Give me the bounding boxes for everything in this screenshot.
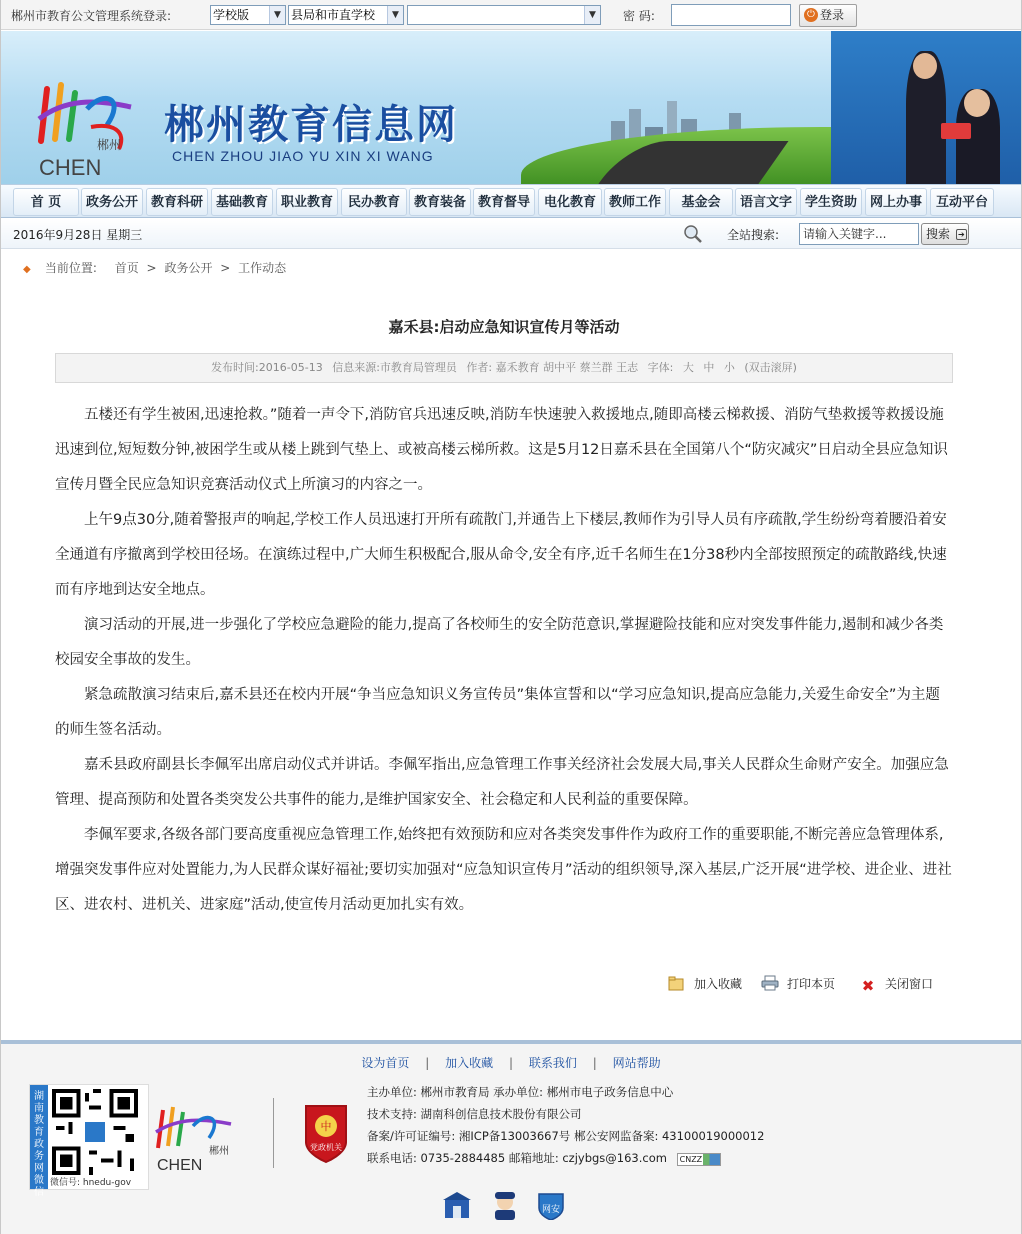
print-link[interactable]: [761, 975, 835, 992]
footer-logo: [153, 1102, 243, 1172]
nav-item-home[interactable]: 首 页: [13, 188, 79, 216]
folder-icon: [668, 975, 686, 991]
article-paragraph: 紧急疏散演习结束后,嘉禾县还在校内开展“争当应急知识义务宣传员”集体宣誓和以“学习应急知识,提高应急能力,关爱生命安全”为主题的师生签名活动。: [55, 687, 940, 738]
footer-sponsor-info: 主办单位: 郴州市教育局 承办单位: 郴州市电子政务信息中心: [367, 1085, 674, 1099]
police-officer-icon[interactable]: [489, 1190, 521, 1220]
organization-select[interactable]: [288, 5, 404, 25]
footer-tech-support: 技术支持: 湖南科创信息技术股份有限公司: [367, 1107, 582, 1121]
font-size-large-link[interactable]: 大: [682, 361, 694, 374]
article-meta: [55, 353, 953, 383]
chevron-down-icon: ▼: [269, 6, 285, 24]
footer-link-help[interactable]: 网站帮助: [612, 1056, 661, 1070]
site-subtitle: CHEN ZHOU JIAO YU XIN XI WANG: [172, 148, 434, 164]
publish-date: 发布时间:2016-05-13: [211, 361, 323, 374]
footer-link-contact[interactable]: 联系我们: [528, 1056, 577, 1070]
nav-item-language[interactable]: 语言文字: [735, 188, 797, 216]
school-select[interactable]: [407, 5, 601, 25]
qr-code-image: [52, 1089, 138, 1175]
badge-emblem-icon: 中: [320, 1120, 332, 1133]
footer-divider: [273, 1098, 274, 1168]
login-bar: [1, 0, 1021, 30]
qr-caption: 微信号: hnedu-gov: [50, 1178, 132, 1188]
edition-select-value: 学校版: [213, 8, 250, 22]
footer-separator: |: [508, 1056, 514, 1070]
search-label: 全站搜索:: [727, 228, 780, 242]
cnzz-badge[interactable]: CNZZ: [677, 1153, 722, 1166]
person-face-image: [913, 53, 937, 79]
font-size-label: 字体:: [647, 361, 674, 374]
search-button[interactable]: [921, 223, 969, 245]
login-button[interactable]: [799, 4, 857, 27]
nav-item-teacher-work[interactable]: 教师工作: [604, 188, 666, 216]
search-icon: [683, 224, 703, 244]
wechat-qr-panel: [29, 1084, 149, 1198]
footer-separator: |: [592, 1056, 597, 1070]
nav-item-vocational-education[interactable]: 职业教育: [276, 188, 338, 216]
cyber-police-icon[interactable]: [535, 1190, 567, 1220]
login-label: 郴州市教育公文管理系统登录:: [11, 9, 172, 23]
article-paragraph: 李佩军要求,各级各部门要高度重视应急管理工作,始终把有效预防和应对各类突发事件作为政府工作的重要职能,不断完善应急管理体系,增强突发事件应对处置能力,为人民群众谋好福祉;要切实加强对“应急知识宣传月”活动的组织领导,深入基层,广泛开展“进学校、进企业、进社区、进农村、进机关、进家庭”活动,使宣传月活动更加扎实有效。: [55, 827, 952, 913]
breadcrumb: [23, 259, 290, 276]
footer-contact-info: [367, 1150, 721, 1166]
footer: [1, 1040, 1021, 1234]
printer-icon: [761, 975, 779, 991]
nav-item-education-equipment[interactable]: 教育装备: [409, 188, 471, 216]
nav-item-private-education[interactable]: 民办教育: [341, 188, 407, 216]
nav-item-interactive-platform[interactable]: 互动平台: [930, 188, 994, 216]
police-station-icon[interactable]: [441, 1190, 473, 1220]
date-search-bar: [1, 219, 1021, 249]
article-title: 嘉禾县:启动应急知识宣传月等活动: [388, 318, 620, 336]
breadcrumb-item-work-updates[interactable]: 工作动态: [238, 261, 287, 275]
organization-select-value: 县局和市直学校: [291, 8, 376, 22]
article-paragraph: 上午9点30分,随着警报声的响起,学校工作人员迅速打开所有疏散门,并通告上下楼层,教师作为引导人员有序疏散,学生纷纷弯着腰沿着安全通道有序撤离到学校田径场。在演练过程中,广大师生积极配合,服从命令,安全有序,近千名师生在1分38秒内全部按照预定的疏散路线,快速而有序地到达安全地点。: [55, 512, 947, 598]
chevron-down-icon: ▼: [584, 6, 600, 24]
footer-license-info: 备案/许可证编号: 湘ICP备13003667号 郴公安网监备案: 43100019000012: [367, 1129, 765, 1143]
login-button-label: 登录: [820, 8, 845, 22]
nav-item-foundation[interactable]: 基金会: [669, 188, 733, 216]
footer-link-add-favorite[interactable]: 加入收藏: [445, 1056, 494, 1070]
font-size-medium-link[interactable]: 中: [703, 361, 715, 374]
close-window-label: 关闭窗口: [885, 977, 934, 991]
breadcrumb-separator-icon: >: [220, 261, 231, 275]
nav-item-government-affairs[interactable]: 政务公开: [81, 188, 143, 216]
article-paragraph: 嘉禾县政府副县长李佩军出席启动仪式并讲话。李佩军指出,应急管理工作事关经济社会发展大局,事关人民群众生命财产安全。加强应急管理、提高预防和处置各类突发公共事件的能力,是维护国家安全、社会稳定和人民利益的重要保障。: [55, 757, 949, 808]
party-government-badge[interactable]: [301, 1102, 351, 1166]
footer-logo-chinese-text: 郴州: [209, 1146, 229, 1157]
person-face-image: [964, 89, 990, 117]
nav-item-basic-education[interactable]: 基础教育: [211, 188, 273, 216]
password-label: 密 码:: [623, 9, 655, 23]
breadcrumb-item-home[interactable]: 首页: [114, 261, 139, 275]
breadcrumb-label: 当前位置:: [44, 261, 97, 275]
nav-item-student-aid[interactable]: 学生资助: [800, 188, 862, 216]
arrow-right-icon: ➔: [956, 229, 967, 240]
search-button-label: 搜索: [926, 227, 951, 241]
article-paragraph: 五楼还有学生被困,迅速抢救。”随着一声令下,消防官兵迅速反映,消防车快速驶入救援地点,随即高楼云梯救援、消防气垫救援等救援设施迅速到位,短短数分钟,被困学生或从楼上跳到气垫上、或被高楼云梯所救。这是5月12日嘉禾县在全国第八个“防灾减灾”日启动全县应急知识宣传月暨全民应急知识竞赛活动仪式上所演习的内容之一。: [55, 407, 948, 493]
chevron-down-icon: ▼: [387, 6, 403, 24]
qr-side-label: 湖南教育政务网微信: [30, 1085, 48, 1189]
bullet-icon: ◆: [23, 264, 31, 275]
info-source: 信息来源:市教育局管理员: [332, 361, 457, 374]
article-body: [55, 398, 953, 923]
footer-contact-text: 联系电话: 0735-2884485 邮箱地址: czjybgs@163.com: [367, 1151, 667, 1165]
scroll-hint: (双击滚屏): [744, 361, 797, 374]
header-banner: [1, 31, 1021, 184]
article-paragraph: 演习活动的开展,进一步强化了学校应急避险的能力,提高了各校师生的安全防范意识,掌握避险技能和应对突发事件能力,遏制和减少各类校园安全事故的发生。: [55, 617, 944, 668]
password-input[interactable]: [671, 4, 791, 26]
search-input[interactable]: 请输入关键字...: [799, 223, 919, 245]
nav-item-education-research[interactable]: 教育科研: [146, 188, 208, 216]
nav-item-online-services[interactable]: 网上办事: [865, 188, 927, 216]
close-window-link[interactable]: [859, 975, 933, 994]
add-favorite-link[interactable]: [668, 975, 742, 992]
add-favorite-label: 加入收藏: [694, 977, 743, 991]
site-title: 郴州教育信息网: [164, 102, 458, 148]
footer-logo-latin-text: CHEN: [157, 1157, 203, 1172]
breadcrumb-item-government-affairs[interactable]: 政务公开: [164, 261, 213, 275]
close-icon: ✖: [861, 977, 875, 995]
font-size-small-link[interactable]: 小: [723, 361, 735, 374]
nav-item-audiovisual-education[interactable]: 电化教育: [538, 188, 602, 216]
footer-links: [1, 1054, 1021, 1071]
main-nav: [1, 184, 1021, 218]
edition-select[interactable]: [210, 5, 286, 25]
cyber-police-label: 网安: [541, 1205, 561, 1215]
folder-image: [941, 123, 971, 139]
nav-item-education-supervision[interactable]: 教育督导: [473, 188, 535, 216]
current-date: 2016年9月28日 星期三: [13, 228, 143, 242]
article-author: 作者: 嘉禾教育 胡中平 蔡兰群 王志: [466, 361, 639, 374]
breadcrumb-separator-icon: >: [146, 261, 157, 275]
footer-link-set-homepage[interactable]: 设为首页: [361, 1056, 410, 1070]
logo-chinese-text: 郴州: [97, 138, 122, 152]
site-logo: [35, 79, 145, 179]
print-label: 打印本页: [787, 977, 836, 991]
footer-separator: |: [425, 1056, 430, 1070]
power-icon: ⏻: [804, 8, 818, 22]
logo-latin-text: CHEN: [39, 155, 102, 179]
badge-text: 党政机关: [310, 1143, 342, 1152]
